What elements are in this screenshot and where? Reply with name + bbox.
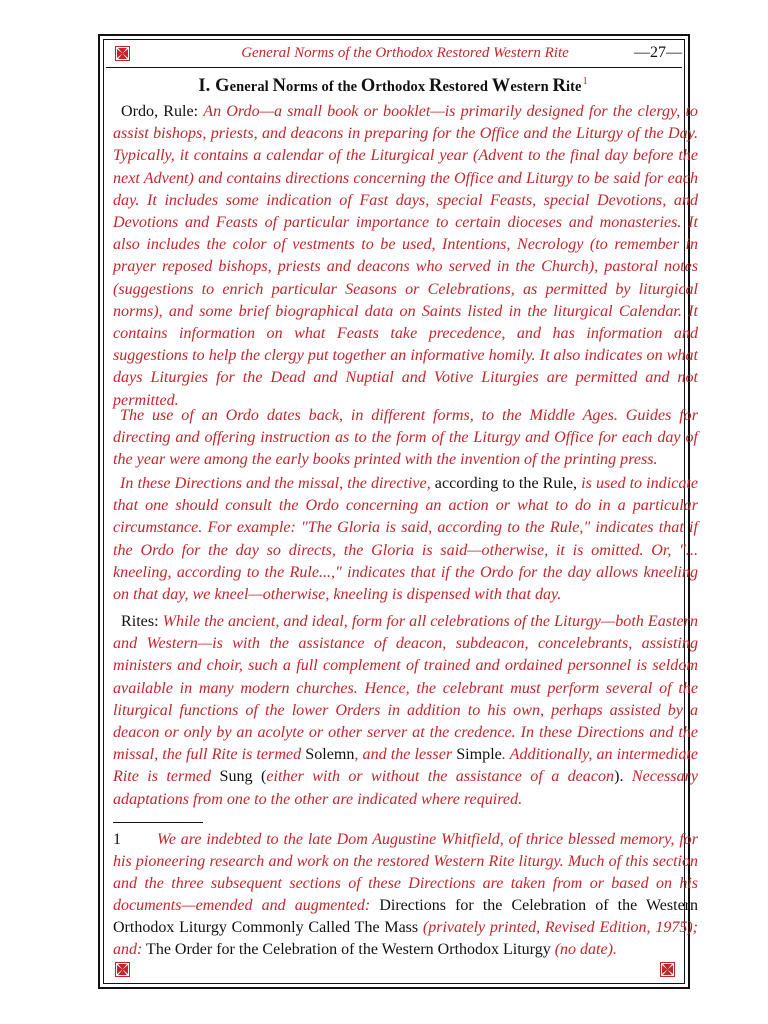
footnote-reference: 1 [582, 76, 588, 87]
section-title: I. General Norms of the Orthodox Restored Western Rite$^1$ [198, 76, 588, 96]
cited-title: The Order for the Celebration of the Western Orthodox Liturgy [142, 940, 551, 958]
page-number: —27— [634, 44, 682, 61]
footnote-number: 1 [113, 831, 121, 848]
running-title: General Norms of the Orthodox Restored Western Rite [241, 45, 569, 61]
ordo-paragraph [113, 101, 698, 412]
rites-paragraph: Rites: While the ancient, and ideal, form for all celebrations of the Liturgy—both Eastern and Western—is with the assistance of deacon, subdeacon, concelebrants, assisting ministers and choir, such a full complement of trained and ordained personnel is seldom available in many modern churches. Hence, the celebrant must perform several of the liturgical functions of the lower Orders in addition to his own, perhaps assisted by a deacon or only by an acolyte or other server at the credence. In these Directions and the missal, the full Rite is termed Solemn, and the lesser Simple. Additionally, an intermediate Rite is termed Sung (either with or without the assistance of a deacon). Necessary adaptations from one to the other are indicated where required. [113, 613, 699, 808]
directions-paragraph: In these Directions and the missal, the directive, according to the Rule, is used to indicate that one should consult the Ordo concerning an action or what to do in a particular circumstance. For example: "The Gloria is said, according to the Rule," indicates that if the Ordo for the day so directs, the Gloria is said—otherwise, it is omitted. Or, "... kneeling, according to the Rule...," indicates that if the Ordo for the day allows kneeling on that day, we kneel—otherwise, kneeling is dispensed with that day. [113, 475, 699, 604]
footnote: 1 We are indebted to the late Dom Augustine Whitfield, of thrice blessed memory, for his pioneering research and work on the restored Western Rite liturgy. Much of this section and the three subsequent sections of these Directions are taken from or based on his documents—emended and augmented: Directions for the Celebration of the Western Orthodox Liturgy Commonly Called The Mass (privately printed, Revised Edition, 1975); and: The Order for the Celebration of the Western Orthodox Liturgy (no date). [113, 831, 698, 958]
ordo-text: An Ordo—a small book or booklet—is primarily designed for the clergy, to assist bishops, priests, and deacons in preparing for the Office and the Liturgy of the Day. Typically, it contains a calendar of the Liturgical year (Advent to the final day before the next Advent) and contains directions concerning the Office and Liturgy to be said for each day. It includes some indication of Fast days, special Feasts, special Devotions, and Devotions and Feasts of particular importance to certain dioceses and monasteries. It also includes the color of vestments to be used, Intentions, Necrology (to remember in prayer reposed bishops, priests and deacons who served in the Church), pastoral notes (suggestions to enrich particular Seasons or Celebrations, as permitted by liturgical norms), and some brief biographical data on Saints listed in the liturgical Calendar. It contains information on what Feasts take precedence, and has information and suggestions to help the clergy put together an informative homily. It also indicates on what days Liturgies for the Dead and Nuptial and Votive Liturgies are permitted and not permitted. [113, 103, 698, 409]
footnote-rule [113, 822, 203, 823]
ordo-history-paragraph: The use of an Ordo dates back, in different forms, to the Middle Ages. Guides for directing and offering instruction as to the form of the Liturgy and Office for each day of the year were among the early books printed with the invention of the printing press. [113, 407, 698, 469]
rule-term: according to the Rule, [430, 475, 578, 492]
rites-term: Rites: [121, 613, 159, 630]
solemn-term: Solemn [301, 746, 355, 764]
cited-title: Directions for the Celebration of the Western Orthodox Liturgy Commonly Called The Mass [113, 896, 698, 936]
sung-term: Sung [211, 768, 253, 786]
cross-pattee-icon [115, 962, 130, 977]
cross-pattee-icon [660, 962, 675, 977]
cross-pattee-icon [115, 46, 130, 61]
simple-term: Simple [452, 746, 502, 764]
ordo-term: Ordo, Rule: [121, 103, 199, 120]
header-rule [106, 67, 682, 68]
